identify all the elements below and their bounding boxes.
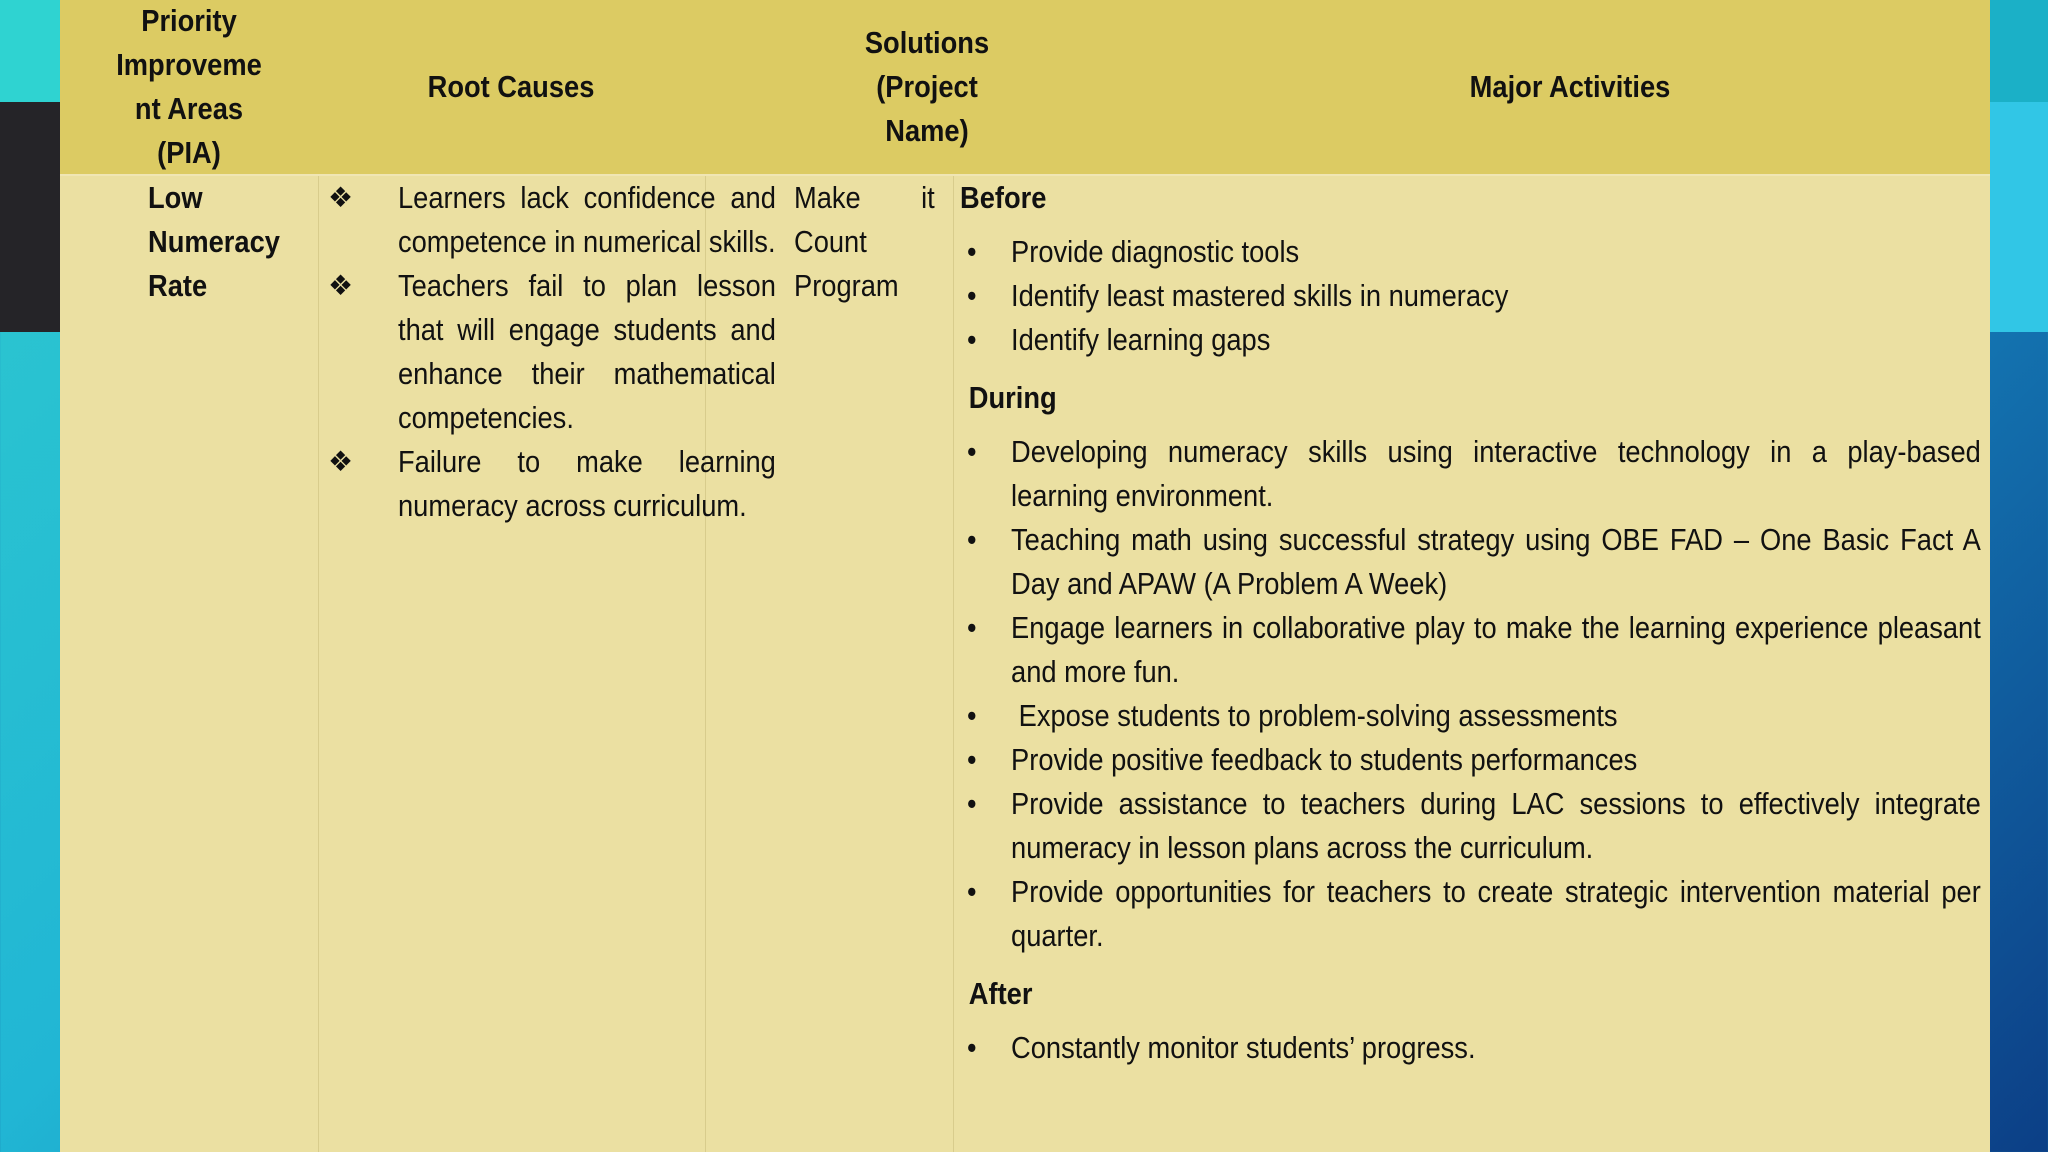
solution-line: Count bbox=[794, 224, 867, 259]
header-solutions-line: Solutions bbox=[864, 25, 990, 60]
bullet-icon: • bbox=[967, 322, 977, 357]
solution-line: Program bbox=[794, 268, 899, 303]
pia-line: Numeracy bbox=[148, 224, 280, 259]
phase-heading-after: After bbox=[968, 976, 1033, 1011]
column-divider bbox=[953, 176, 954, 1152]
phase-heading-during: During bbox=[968, 380, 1057, 415]
activity-text: Provide positive feedback to students performances bbox=[1011, 742, 1638, 777]
column-divider bbox=[318, 176, 319, 1152]
background-accent-dark bbox=[0, 102, 60, 332]
activity-item bbox=[960, 870, 1981, 958]
root-causes-cell bbox=[328, 176, 778, 528]
pia-line: Low bbox=[148, 180, 203, 215]
phase-heading-before: Before bbox=[960, 180, 1047, 215]
improvement-plan-table bbox=[60, 0, 1990, 1152]
bullet-icon: • bbox=[967, 1030, 977, 1065]
solution-line: Make it bbox=[794, 180, 935, 215]
activity-item bbox=[960, 274, 1981, 318]
activity-item bbox=[960, 430, 1981, 518]
header-pia-line: Improveme bbox=[116, 47, 262, 82]
bullet-icon: • bbox=[967, 522, 977, 557]
activity-item bbox=[960, 738, 1981, 782]
header-pia-line: (PIA) bbox=[157, 135, 221, 170]
pia-cell bbox=[148, 176, 298, 308]
activity-item bbox=[960, 1026, 1981, 1070]
table-header-row bbox=[60, 0, 1990, 176]
diamond-bullet-icon: ❖ bbox=[328, 182, 354, 213]
header-major-activities: Major Activities bbox=[1469, 69, 1671, 104]
root-cause-text: Teachers fail to plan lesson that will engage students and enhance their mathematical competencies. bbox=[398, 268, 776, 435]
activity-text: Identify learning gaps bbox=[1011, 322, 1271, 357]
activity-item bbox=[960, 606, 1981, 694]
activity-text: Provide assistance to teachers during LAC sessions to effectively integrate numeracy in lesson plans across the curriculum. bbox=[1011, 786, 1981, 865]
activity-item bbox=[960, 230, 1981, 274]
header-pia-line: Priority bbox=[141, 3, 237, 38]
activity-text: Constantly monitor students’ progress. bbox=[1011, 1030, 1476, 1065]
background-accent-teal bbox=[0, 0, 60, 102]
diamond-bullet-icon: ❖ bbox=[328, 446, 354, 477]
header-pia bbox=[75, 0, 302, 174]
root-cause-item bbox=[328, 264, 778, 440]
activity-text: Provide opportunities for teachers to create strategic intervention material per quarter. bbox=[1011, 874, 1981, 953]
bullet-icon: • bbox=[967, 278, 977, 313]
root-cause-item bbox=[328, 440, 778, 528]
activity-text: Identify least mastered skills in numeracy bbox=[1011, 278, 1509, 313]
header-root-causes: Root Causes bbox=[427, 69, 595, 104]
header-solutions-line: (Project bbox=[876, 69, 978, 104]
root-cause-text: Failure to make learning numeracy across curriculum. bbox=[398, 444, 776, 523]
diamond-bullet-icon: ❖ bbox=[328, 270, 354, 301]
root-cause-text: Learners lack confidence and competence in numerical skills. bbox=[398, 180, 776, 259]
activity-item bbox=[960, 318, 1981, 362]
bullet-icon: • bbox=[967, 874, 977, 909]
header-solutions-line: Name) bbox=[885, 113, 969, 148]
activity-text: Expose students to problem-solving assessments bbox=[1011, 698, 1618, 733]
bullet-icon: • bbox=[967, 786, 977, 821]
bullet-icon: • bbox=[967, 434, 977, 469]
activity-item bbox=[960, 518, 1981, 606]
activity-text: Engage learners in collaborative play to make the learning experience pleasant and more fun. bbox=[1011, 610, 1981, 689]
activity-text: Developing numeracy skills using interactive technology in a play-based learning environment. bbox=[1011, 434, 1981, 513]
root-cause-item bbox=[328, 176, 778, 264]
major-activities-cell bbox=[960, 176, 1980, 1070]
bullet-icon: • bbox=[967, 610, 977, 645]
header-pia-line: nt Areas bbox=[134, 91, 244, 126]
bullet-icon: • bbox=[967, 742, 977, 777]
pia-line: Rate bbox=[148, 268, 208, 303]
activity-item bbox=[960, 782, 1981, 870]
bullet-icon: • bbox=[967, 698, 977, 733]
activity-text: Provide diagnostic tools bbox=[1011, 234, 1300, 269]
bullet-icon: • bbox=[967, 234, 977, 269]
activity-item bbox=[960, 694, 1981, 738]
activity-text: Teaching math using successful strategy using OBE FAD – One Basic Fact A Day and APAW (A Problem A Week) bbox=[1011, 522, 1981, 601]
